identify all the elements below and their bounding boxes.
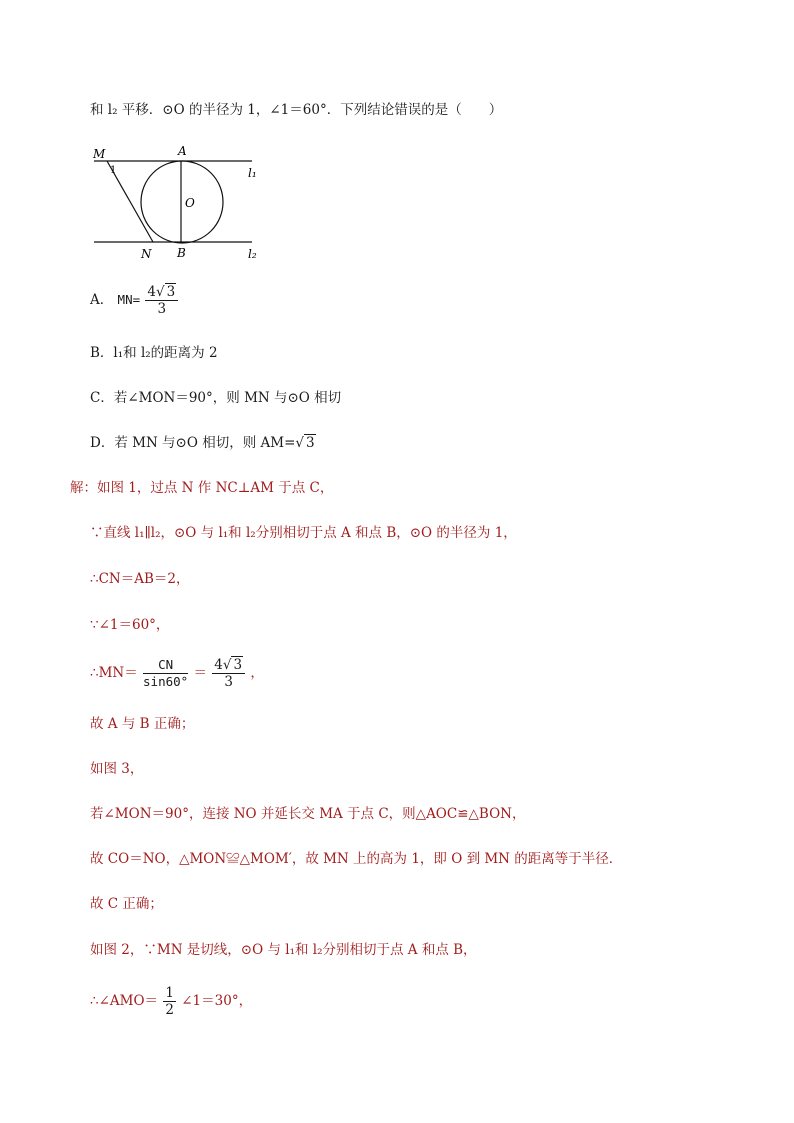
option-a-num-radicand: 3 <box>166 284 176 300</box>
fraction-num-radicand: 3 <box>233 657 243 673</box>
four-root3-over-3-fraction: $\frac{4√ 3}{3}$ <box>212 657 245 690</box>
label-b: B <box>177 246 186 260</box>
solution-line-7: 如图 3， <box>90 761 144 777</box>
one-half-numerator: 1 <box>165 985 174 1001</box>
solution-line-10: 故 C 正确； <box>90 896 163 912</box>
label-a: A <box>178 144 187 158</box>
solution-line-9: 故 CO＝NO，△MON≌△MOM′，故 MN 上的高为 1，即 O 到 MN 的距离等于半径． <box>90 851 623 867</box>
question-intro: 和 l₂ 平移．⊙O 的半径为 1，∠1＝60°．下列结论错误的是（ ） <box>90 102 503 118</box>
solution-line-8: 若∠MON＝90°，连接 NO 并延长交 MA 于点 C，则△AOC≌△BON， <box>90 806 526 822</box>
label-o: O <box>185 196 195 210</box>
solution-line-11: 如图 2，∵MN 是切线，⊙O 与 l₁和 l₂分别相切于点 A 和点 B， <box>90 942 477 958</box>
fraction-numerator-cn: CN <box>143 657 188 674</box>
solution-line-5 <box>90 657 264 690</box>
option-a <box>90 284 179 317</box>
solution-line-3: ∴CN＝AB＝2， <box>90 571 190 587</box>
label-n: N <box>141 247 152 261</box>
option-d-text: D．若 MN 与⊙O 相切，则 AM= <box>90 435 296 451</box>
option-d-radicand: 3 <box>306 435 315 451</box>
solution-line-5-equals: ＝ <box>193 665 207 681</box>
solution-line-1: 解：如图 1，过点 N 作 NC⊥AM 于点 C， <box>70 480 334 496</box>
option-a-num-coef: 4 <box>147 284 157 300</box>
label-m: M <box>93 147 106 161</box>
fraction-denominator-sin60: sin60° <box>143 674 189 689</box>
geometry-figure <box>85 140 275 265</box>
option-a-denominator: 3 <box>157 301 167 317</box>
fraction-denominator-3: 3 <box>224 674 233 690</box>
solution-line-12-suffix: ∠1＝30°， <box>181 993 253 1009</box>
one-half-fraction <box>163 985 176 1018</box>
one-half-denominator: 2 <box>165 1002 174 1018</box>
solution-line-5-suffix: ， <box>250 665 264 681</box>
option-c: C．若∠MON＝90°，则 MN 与⊙O 相切 <box>90 390 342 406</box>
cn-over-sin60-fraction <box>143 657 188 690</box>
solution-line-4: ∵∠1＝60°， <box>90 617 170 633</box>
solution-line-6: 故 A 与 B 正确； <box>90 716 195 732</box>
solution-line-12-prefix: ∴∠AMO＝ <box>90 993 159 1009</box>
option-d: D．若 MN 与⊙O 相切，则 AM=√ 3 <box>90 435 315 451</box>
fraction-num-coef: 4 <box>214 657 223 673</box>
circle-o <box>141 161 223 243</box>
label-l2: l₂ <box>248 247 257 261</box>
solution-line-2: ∵直线 l₁∥l₂，⊙O 与 l₁和 l₂分别相切于点 A 和点 B，⊙O 的半径为 1， <box>90 525 517 541</box>
label-angle-1: 1 <box>110 165 117 176</box>
option-a-fraction: $\frac{4√ 3}{3}$ <box>145 284 178 317</box>
option-a-label: A． <box>90 292 114 308</box>
label-l1: l₁ <box>248 166 257 180</box>
solution-line-12 <box>90 985 252 1018</box>
option-b: B．l₁和 l₂的距离为 2 <box>90 345 218 361</box>
option-a-text: MN= <box>117 292 141 307</box>
solution-line-5-prefix: ∴MN＝ <box>90 665 138 681</box>
